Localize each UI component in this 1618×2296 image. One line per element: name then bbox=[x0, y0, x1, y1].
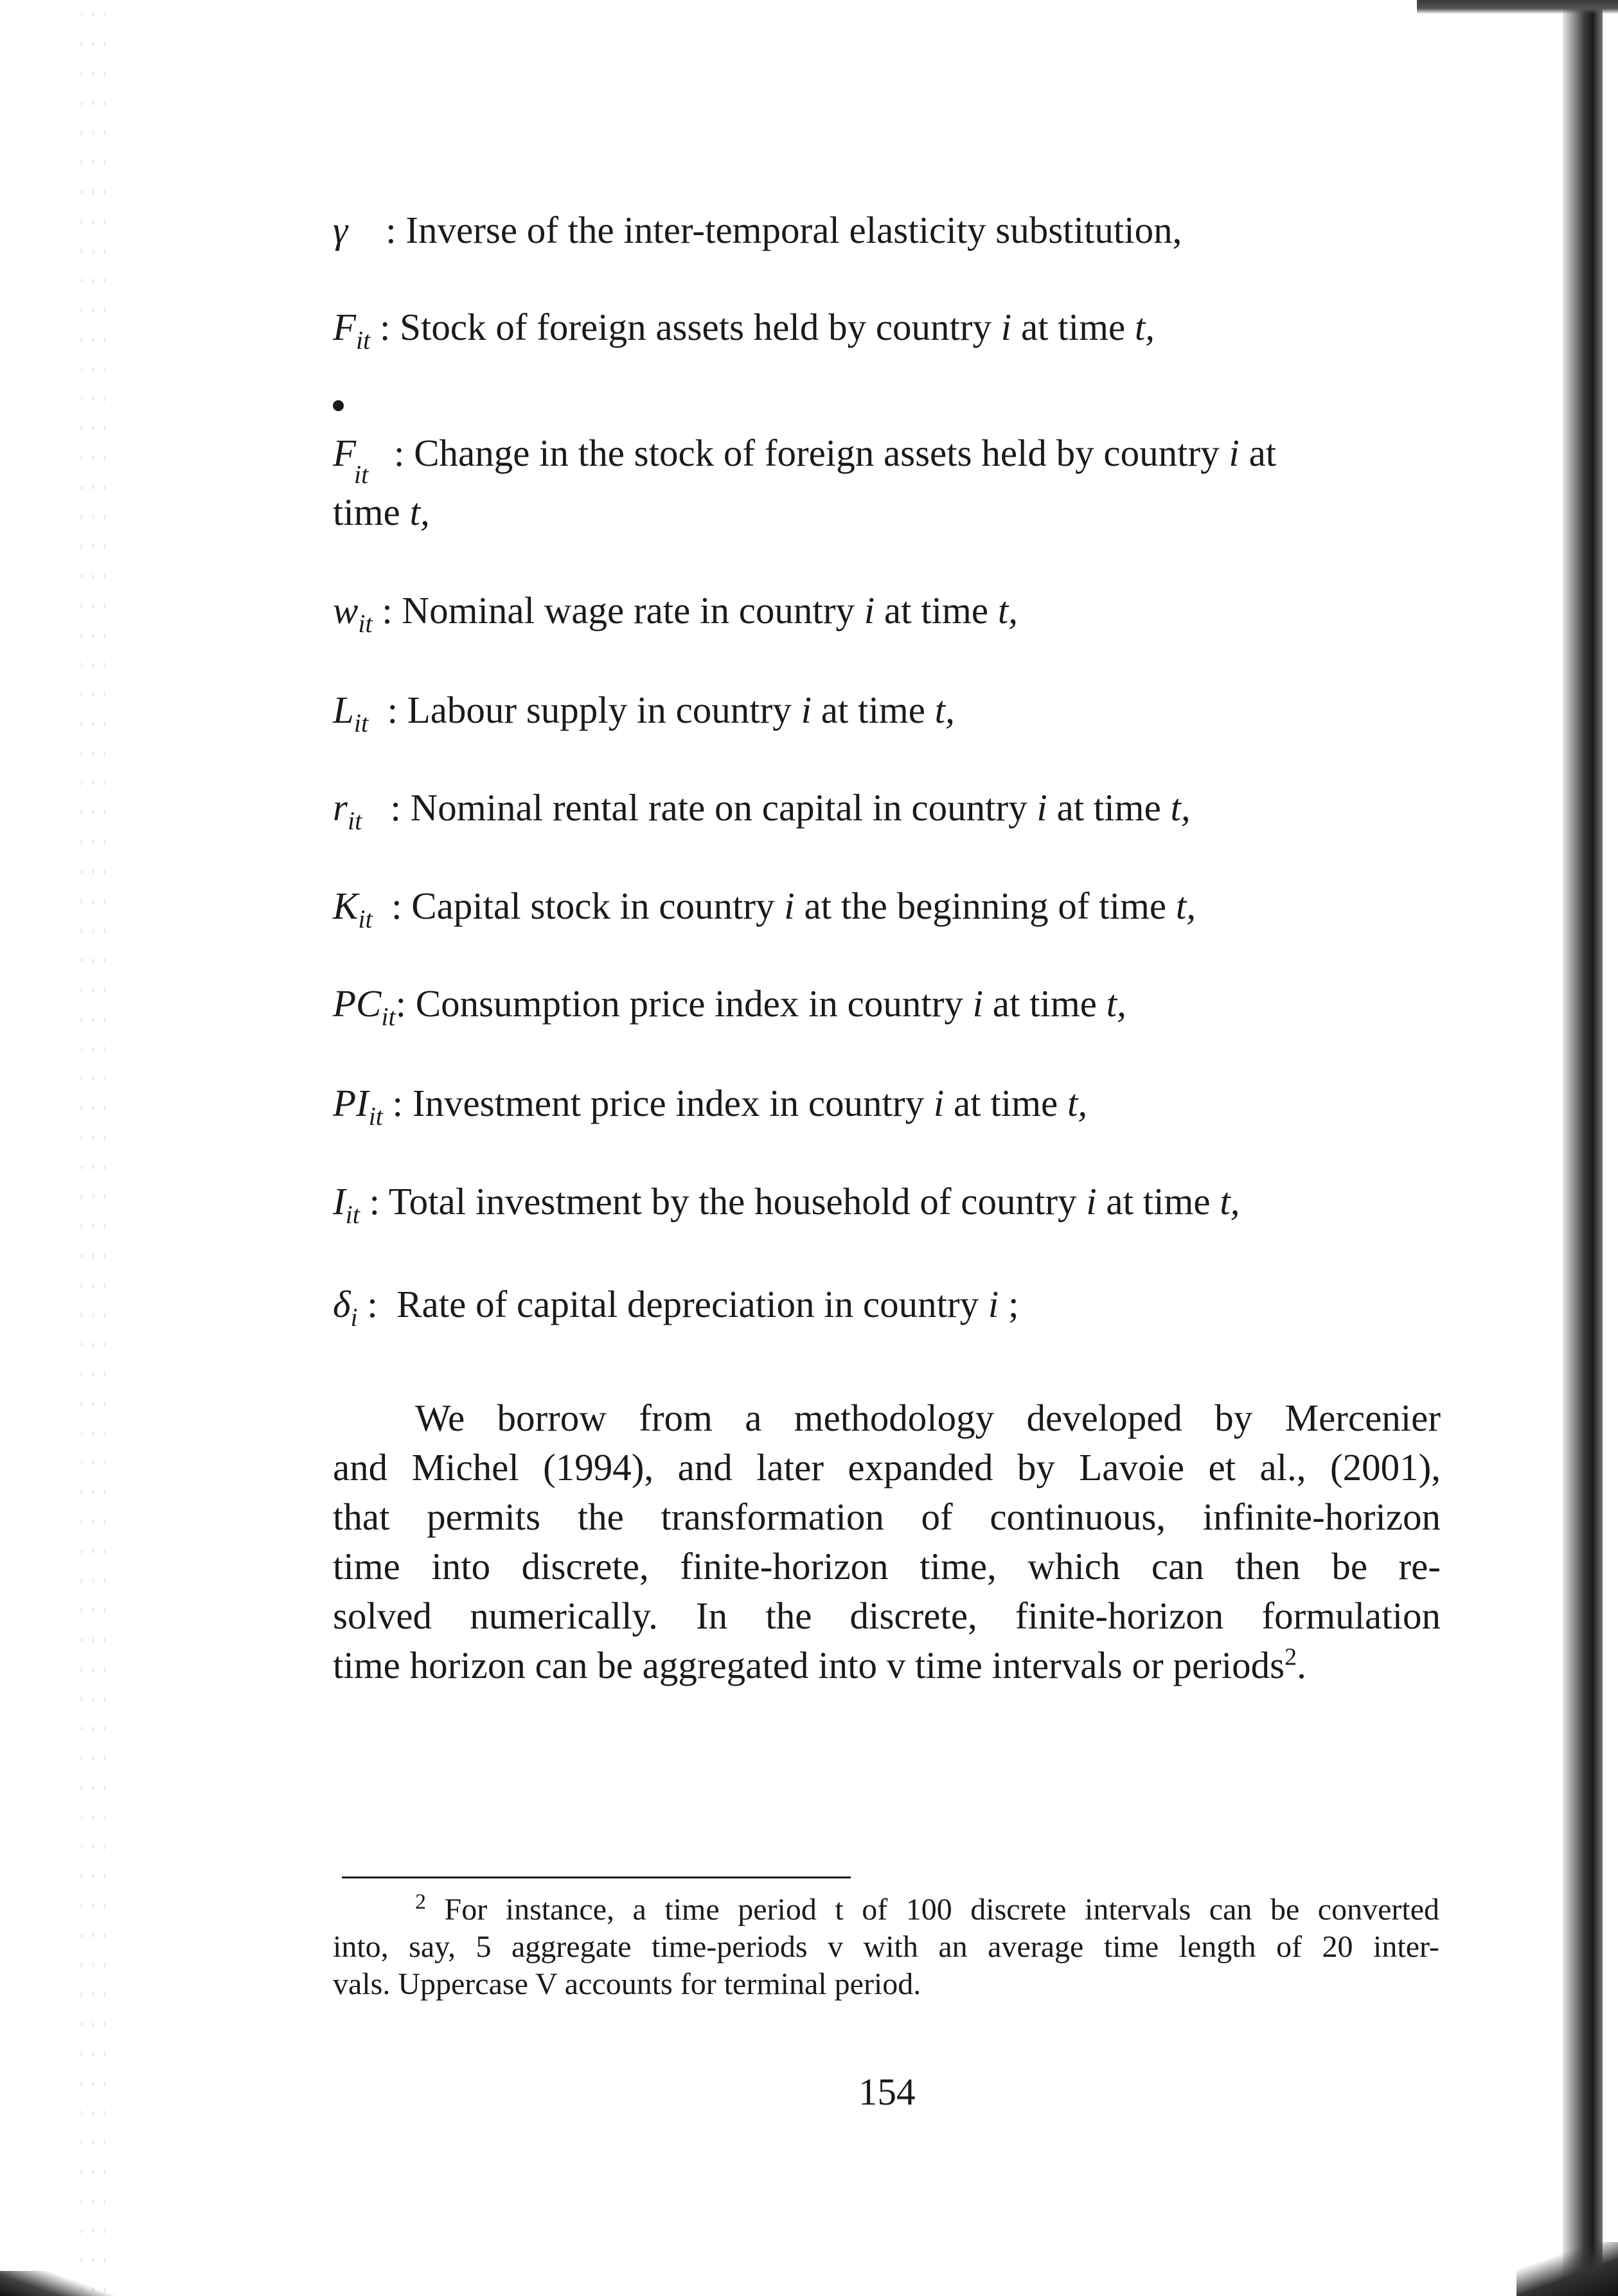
margin-scan-noise bbox=[76, 0, 114, 2296]
definition-investment-price bbox=[333, 1081, 1087, 1130]
footnote-reference: 2 bbox=[1285, 1643, 1297, 1671]
paragraph-line: We borrow from a methodology developed by Mercenier bbox=[415, 1397, 1441, 1439]
definition-rental-rate bbox=[333, 785, 1191, 835]
definition-subscript: it bbox=[353, 709, 369, 737]
definition-consumption-price bbox=[333, 981, 1126, 1030]
page-number: 154 bbox=[858, 2071, 916, 2113]
footnote-line: into, say, 5 aggregate time-periods v with an average time length of 20 inter- bbox=[333, 1930, 1439, 1964]
definition-subscript: it bbox=[345, 1200, 360, 1229]
footnote-line: vals. Uppercase V accounts for terminal period. bbox=[333, 1967, 921, 2001]
definition-investment bbox=[333, 1179, 1240, 1228]
definition-text: : Total investment by the household of country i at time t, bbox=[369, 1180, 1240, 1223]
definition-wage bbox=[333, 588, 1018, 637]
definition-text: : Nominal wage rate in country i at time t, bbox=[382, 589, 1018, 631]
definition-text: : Consumption price index in country i at time t, bbox=[395, 982, 1126, 1025]
definition-text: : Labour supply in country i at time t, bbox=[387, 689, 955, 731]
definition-symbol: L bbox=[333, 689, 354, 731]
definition-subscript: it bbox=[368, 1102, 383, 1131]
book-binding-shadow bbox=[1563, 0, 1603, 2296]
paragraph-line: solved numerically. In the discrete, finite-horizon formulation bbox=[333, 1594, 1441, 1637]
definition-symbol: K bbox=[333, 885, 359, 927]
paragraph-line: and Michel (1994), and later expanded by Lavoie et al., (2001), bbox=[333, 1446, 1441, 1488]
definition-text: : Inverse of the inter-temporal elasticity substitution, bbox=[386, 209, 1182, 251]
definition-text: time t, bbox=[333, 491, 430, 533]
footnote-separator bbox=[342, 1877, 851, 1878]
binding-bottom-edge bbox=[1516, 2242, 1618, 2296]
definition-symbol: r bbox=[333, 786, 348, 829]
paragraph-line: time into discrete, finite-horizon time, which can then be re- bbox=[333, 1545, 1441, 1587]
paragraph-line: time horizon can be aggregated into v time intervals or periods bbox=[333, 1644, 1285, 1686]
definition-capital-stock bbox=[333, 883, 1196, 933]
definition-text: : Rate of capital depreciation in country i ; bbox=[367, 1283, 1019, 1325]
definition-symbol: PI bbox=[333, 1082, 369, 1124]
definition-text: : Change in the stock of foreign assets held by country i at bbox=[394, 432, 1277, 474]
definition-symbol: PC bbox=[333, 982, 382, 1025]
definition-text: : Stock of foreign assets held by country i at time t, bbox=[380, 306, 1155, 348]
definition-text: : Capital stock in country i at the beginning of time t, bbox=[391, 885, 1196, 927]
definition-subscript: it bbox=[381, 1002, 396, 1031]
definition-symbol: γ bbox=[333, 209, 348, 251]
footnote bbox=[333, 1891, 1439, 2003]
paragraph-last-line: time horizon can be aggregated into v time intervals or periods$^2$. bbox=[333, 1643, 1306, 1686]
definition-subscript: it bbox=[354, 460, 369, 489]
definition-symbol: F bbox=[333, 306, 357, 348]
definition-symbol: δ bbox=[333, 1283, 351, 1325]
definition-symbol: F bbox=[333, 432, 357, 474]
corner-smudge bbox=[0, 2271, 129, 2296]
definition-text: : Investment price index in country i at time t, bbox=[392, 1082, 1088, 1124]
definition-depreciation bbox=[333, 1282, 1018, 1331]
definition-symbol: w bbox=[333, 589, 359, 631]
definition-continuation bbox=[333, 490, 430, 534]
definition-gamma bbox=[333, 208, 1182, 252]
definition-subscript: it bbox=[347, 806, 362, 835]
definition-text: : Nominal rental rate on capital in country i at time t, bbox=[390, 786, 1191, 829]
definition-subscript: i bbox=[350, 1303, 358, 1332]
footnote-text: For instance, a time period t of 100 discrete intervals can be converted bbox=[444, 1893, 1440, 1927]
time-derivative-dot bbox=[333, 400, 344, 411]
definition-subscript: it bbox=[358, 609, 373, 638]
definition-foreign-assets-change bbox=[333, 430, 1276, 475]
definition-labour bbox=[333, 687, 955, 737]
definition-subscript: it bbox=[358, 905, 373, 933]
footnote-marker: 2 bbox=[415, 1890, 426, 1914]
binding-top-edge bbox=[1417, 0, 1618, 14]
definition-foreign-assets bbox=[333, 305, 1155, 354]
body-paragraph bbox=[333, 1393, 1441, 1690]
footnote-line bbox=[333, 1891, 1439, 1929]
paragraph-line: that permits the transformation of continuous, infinite-horizon bbox=[333, 1496, 1441, 1538]
definition-symbol: I bbox=[333, 1180, 346, 1223]
definition-subscript: it bbox=[356, 326, 371, 355]
